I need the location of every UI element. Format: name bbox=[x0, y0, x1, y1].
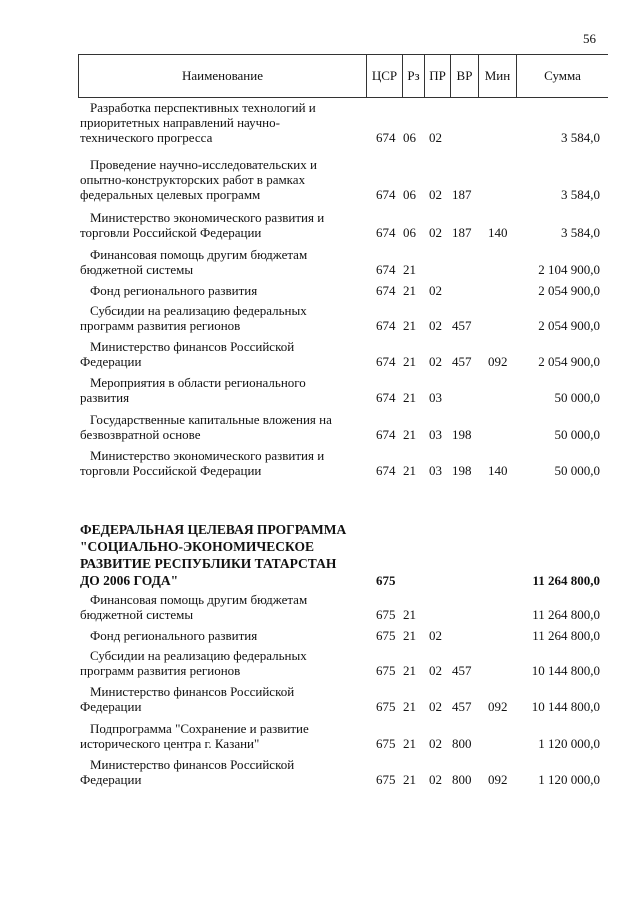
row-name bbox=[80, 303, 370, 333]
row-csr: 674 bbox=[376, 354, 396, 369]
row-name bbox=[80, 757, 370, 787]
row-csr: 674 bbox=[376, 390, 396, 405]
row-name-line: Федерации bbox=[80, 772, 142, 787]
row-name-line: торговли Российской Федерации bbox=[80, 463, 262, 478]
row-rz: 21 bbox=[403, 628, 416, 643]
row-vr: 198 bbox=[452, 427, 472, 442]
row-vr: 457 bbox=[452, 354, 472, 369]
row-vr: 800 bbox=[452, 736, 472, 751]
row-rz: 21 bbox=[403, 607, 416, 622]
row-csr: 675 bbox=[376, 699, 396, 714]
row-rz: 21 bbox=[403, 463, 416, 478]
row-csr: 675 bbox=[376, 736, 396, 751]
row-pr: 02 bbox=[429, 628, 442, 643]
row-vr: 457 bbox=[452, 663, 472, 678]
row-rz: 21 bbox=[403, 663, 416, 678]
page-number: 56 bbox=[583, 31, 596, 46]
row-rz: 21 bbox=[403, 283, 416, 298]
row-vr: 198 bbox=[452, 463, 472, 478]
header-pr: ПР bbox=[424, 55, 450, 97]
row-name-line: опытно-конструкторских работ в рамках bbox=[80, 172, 306, 187]
row-min: 092 bbox=[488, 354, 508, 369]
row-rz: 21 bbox=[403, 262, 416, 277]
row-pr: 02 bbox=[429, 699, 442, 714]
row-name-line: безвозвратной основе bbox=[80, 427, 201, 442]
row-sum: 3 584,0 bbox=[561, 187, 600, 202]
row-name-line: технического прогресса bbox=[80, 130, 213, 145]
row-rz: 21 bbox=[403, 390, 416, 405]
row-name-line: федеральных целевых программ bbox=[80, 187, 261, 202]
row-csr: 674 bbox=[376, 225, 396, 240]
row-name bbox=[80, 375, 370, 405]
row-name bbox=[80, 448, 370, 478]
row-name-line: Министерство экономического развития и bbox=[90, 448, 325, 463]
header-min: Мин bbox=[478, 55, 516, 97]
row-sum: 50 000,0 bbox=[554, 427, 600, 442]
row-rz: 06 bbox=[403, 187, 416, 202]
row-csr: 674 bbox=[376, 187, 396, 202]
header-rz: Рз bbox=[402, 55, 424, 97]
row-name-line: ДО 2006 ГОДА" bbox=[80, 573, 179, 588]
row-csr: 674 bbox=[376, 130, 396, 145]
row-rz: 06 bbox=[403, 225, 416, 240]
row-csr: 675 bbox=[376, 628, 396, 643]
row-pr: 02 bbox=[429, 283, 442, 298]
row-rz: 21 bbox=[403, 772, 416, 787]
row-name-line: Министерство финансов Российской bbox=[90, 757, 295, 772]
row-name bbox=[80, 721, 370, 751]
row-name-line: Финансовая помощь другим бюджетам bbox=[90, 247, 308, 262]
row-name-line: Государственные капитальные вложения на bbox=[90, 412, 332, 427]
row-pr: 03 bbox=[429, 463, 442, 478]
row-pr: 02 bbox=[429, 772, 442, 787]
row-min: 140 bbox=[488, 463, 508, 478]
row-pr: 02 bbox=[429, 663, 442, 678]
row-sum: 50 000,0 bbox=[554, 463, 600, 478]
row-name-line: Проведение научно-исследовательских и bbox=[90, 157, 317, 172]
row-name-line: приоритетных направлений научно- bbox=[80, 115, 280, 130]
row-name-line: Субсидии на реализацию федеральных bbox=[90, 648, 307, 663]
row-pr: 02 bbox=[429, 354, 442, 369]
row-csr: 675 bbox=[376, 772, 396, 787]
row-sum: 50 000,0 bbox=[554, 390, 600, 405]
row-csr: 675 bbox=[376, 573, 396, 588]
row-sum: 10 144 800,0 bbox=[531, 663, 600, 678]
row-name bbox=[80, 210, 370, 240]
row-name-line: "СОЦИАЛЬНО-ЭКОНОМИЧЕСКОЕ bbox=[80, 539, 314, 554]
row-rz: 21 bbox=[403, 354, 416, 369]
row-sum: 3 584,0 bbox=[561, 225, 600, 240]
row-name bbox=[80, 648, 370, 678]
row-rz: 21 bbox=[403, 427, 416, 442]
row-csr: 674 bbox=[376, 262, 396, 277]
row-vr: 800 bbox=[452, 772, 472, 787]
row-csr: 674 bbox=[376, 283, 396, 298]
row-sum: 10 144 800,0 bbox=[531, 699, 600, 714]
row-name-line: Фонд регионального развития bbox=[90, 628, 258, 643]
row-name bbox=[80, 684, 370, 714]
row-csr: 675 bbox=[376, 607, 396, 622]
row-name-line: Федерации bbox=[80, 354, 142, 369]
row-sum: 1 120 000,0 bbox=[538, 736, 600, 751]
row-sum: 2 054 900,0 bbox=[538, 354, 600, 369]
row-min: 092 bbox=[488, 699, 508, 714]
row-name-line: Министерство финансов Российской bbox=[90, 684, 295, 699]
row-name-line: Федерации bbox=[80, 699, 142, 714]
row-name-line: ФЕДЕРАЛЬНАЯ ЦЕЛЕВАЯ ПРОГРАММА bbox=[80, 522, 347, 537]
row-min: 092 bbox=[488, 772, 508, 787]
row-name bbox=[80, 592, 370, 622]
row-rz: 21 bbox=[403, 318, 416, 333]
row-rz: 21 bbox=[403, 699, 416, 714]
row-csr: 674 bbox=[376, 463, 396, 478]
row-vr: 187 bbox=[452, 187, 472, 202]
row-name bbox=[80, 247, 370, 277]
row-rz: 21 bbox=[403, 736, 416, 751]
row-name-line: РАЗВИТИЕ РЕСПУБЛИКИ ТАТАРСТАН bbox=[80, 556, 337, 571]
row-name-line: бюджетной системы bbox=[80, 607, 194, 622]
row-name-line: Фонд регионального развития bbox=[90, 283, 258, 298]
row-name-line: Мероприятия в области регионального bbox=[90, 375, 306, 390]
row-name bbox=[80, 283, 370, 298]
row-sum: 3 584,0 bbox=[561, 130, 600, 145]
row-name-line: Министерство экономического развития и bbox=[90, 210, 325, 225]
row-vr: 187 bbox=[452, 225, 472, 240]
row-sum: 2 104 900,0 bbox=[538, 262, 600, 277]
row-name-line: Министерство финансов Российской bbox=[90, 339, 295, 354]
row-name-line: Разработка перспективных технологий и bbox=[90, 100, 316, 115]
row-sum: 11 264 800,0 bbox=[532, 573, 600, 588]
row-name-line: Финансовая помощь другим бюджетам bbox=[90, 592, 308, 607]
row-pr: 02 bbox=[429, 736, 442, 751]
row-sum: 2 054 900,0 bbox=[538, 318, 600, 333]
row-pr: 02 bbox=[429, 130, 442, 145]
row-sum: 11 264 800,0 bbox=[532, 628, 600, 643]
row-rz: 06 bbox=[403, 130, 416, 145]
row-name-line: исторического центра г. Казани" bbox=[80, 736, 260, 751]
header-vr: ВР bbox=[450, 55, 478, 97]
row-sum: 1 120 000,0 bbox=[538, 772, 600, 787]
row-name-line: бюджетной системы bbox=[80, 262, 194, 277]
header-name: Наименование bbox=[78, 55, 366, 97]
row-vr: 457 bbox=[452, 318, 472, 333]
row-csr: 674 bbox=[376, 318, 396, 333]
row-name bbox=[80, 339, 370, 369]
row-name bbox=[80, 100, 370, 145]
row-sum: 2 054 900,0 bbox=[538, 283, 600, 298]
row-min: 140 bbox=[488, 225, 508, 240]
row-name bbox=[80, 157, 370, 202]
row-pr: 02 bbox=[429, 318, 442, 333]
row-vr: 457 bbox=[452, 699, 472, 714]
row-name-line: торговли Российской Федерации bbox=[80, 225, 262, 240]
row-pr: 03 bbox=[429, 427, 442, 442]
row-name bbox=[80, 412, 370, 442]
row-sum: 11 264 800,0 bbox=[532, 607, 600, 622]
row-name-line: Подпрограмма "Сохранение и развитие bbox=[90, 721, 309, 736]
row-name-line: программ развития регионов bbox=[80, 318, 241, 333]
header-csr: ЦСР bbox=[366, 55, 402, 97]
row-name bbox=[80, 521, 370, 589]
row-csr: 674 bbox=[376, 427, 396, 442]
row-pr: 02 bbox=[429, 187, 442, 202]
row-name-line: программ развития регионов bbox=[80, 663, 241, 678]
header-sum: Сумма bbox=[516, 55, 608, 97]
row-pr: 03 bbox=[429, 390, 442, 405]
row-name-line: Субсидии на реализацию федеральных bbox=[90, 303, 307, 318]
row-name-line: развития bbox=[80, 390, 130, 405]
row-name bbox=[80, 628, 370, 643]
row-csr: 675 bbox=[376, 663, 396, 678]
row-pr: 02 bbox=[429, 225, 442, 240]
